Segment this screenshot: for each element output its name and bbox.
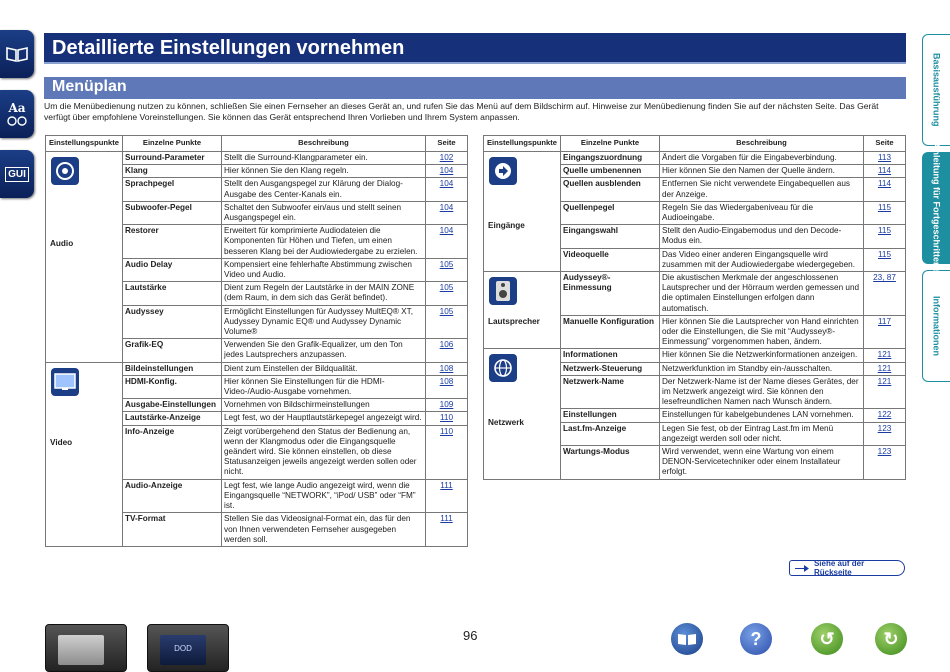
intro-text: Um die Menübedienung nutzen zu können, schließen Sie einen Fernseher an dieses Gerät an, und rufen Sie das Menü auf dem Bildschirm auf. Hinweise zur Menübedienung finden Sie auf der nächsten Seite. Das Gerät verfügt über empfohlene Voreinstellungen. Sie können das Gerät entsprechend Ihren Vorlieben und Ihrem System anpassen. <box>44 101 879 122</box>
page-link[interactable]: 108 <box>426 362 468 375</box>
header-item: Einzelne Punkte <box>123 136 222 152</box>
description-cell: Dient zum Einstellen der Bildqualität. <box>222 362 426 375</box>
description-cell: Regeln Sie das Wiedergabeniveau für die Audioeingabe. <box>660 201 864 224</box>
header-category: Einstellungspunkte <box>484 136 561 152</box>
header-page: Seite <box>426 136 468 152</box>
description-cell: Erweitert für komprimierte Audiodateien die Komponenten für Höhen und Tiefen, um einen besseren Klang bei der Audiowiedergabe zu erzielen. <box>222 225 426 259</box>
page-link[interactable]: 123 <box>864 422 906 445</box>
header-description: Beschreibung <box>660 136 864 152</box>
item-name-cell: Audio Delay <box>123 258 222 281</box>
item-name-cell: Sprachpegel <box>123 178 222 201</box>
gui-nav-button[interactable] <box>0 150 34 198</box>
right-section-tabs <box>922 34 950 388</box>
description-cell: Wird verwendet, wenn eine Wartung von einem DENON-Servicetechniker oder einem Installateur erfolgt. <box>660 446 864 480</box>
category-label: Eingänge <box>488 221 525 230</box>
gui-label: GUI <box>5 167 29 182</box>
description-cell: Die akustischen Merkmale der angeschlossenen Lautsprecher und der Hörraum werden gemessen und die optimalen Einstellungen erfolgen dann automatisch. <box>660 272 864 316</box>
page-link[interactable]: 115 <box>864 225 906 248</box>
page-link[interactable]: 108 <box>426 375 468 398</box>
category-label: Video <box>50 437 73 447</box>
description-cell: Vornehmen von Bildschirmeinstellungen <box>222 399 426 412</box>
item-name-cell: Netzwerk-Name <box>561 375 660 409</box>
table-row <box>484 152 906 165</box>
open-book-icon <box>5 45 29 63</box>
category-label: Lautsprecher <box>488 317 540 327</box>
description-cell: Stellt die Surround-Klangparameter ein. <box>222 152 426 165</box>
page-link[interactable]: 111 <box>426 513 468 547</box>
backside-link[interactable]: Siehe auf der Rückseite <box>789 560 905 576</box>
item-name-cell: Netzwerk-Steuerung <box>561 362 660 375</box>
page-link[interactable]: 105 <box>426 258 468 281</box>
item-name-cell: TV-Format <box>123 513 222 547</box>
page-link[interactable]: 104 <box>426 165 468 178</box>
description-cell: Der Netzwerk-Name ist der Name dieses Gerätes, der im Netzwerk angezeigt wird. Sie können den lesefreundlichen Namen nach Wunsch ändern. <box>660 375 864 409</box>
tab-informationen[interactable]: Informationen <box>922 270 950 382</box>
page-link[interactable]: 105 <box>426 305 468 339</box>
tab-fortgeschrittene[interactable]: Anleitung für Fortgeschrittene <box>922 152 950 264</box>
description-cell: Ändert die Vorgaben für die Eingabeverbindung. <box>660 152 864 165</box>
description-cell: Schaltet den Subwoofer ein/aus und stellt seinen Ausgangspegel ein. <box>222 201 426 224</box>
description-cell: Hier können Sie die Netzwerkinformationen anzeigen. <box>660 349 864 362</box>
item-name-cell: Audio-Anzeige <box>123 479 222 513</box>
item-name-cell: Quellenpegel <box>561 201 660 224</box>
description-cell: Zeigt vorübergehend den Status der Bedienung an, wenn der Klangmodus oder die Eingangsquelle geändert wird. Sie können einstellen, ob diese Statusanzeigen jeweils angezeigt werden sollen oder nicht. <box>222 425 426 479</box>
loudspeaker-icon <box>489 277 517 305</box>
receiver-front-view[interactable] <box>45 624 127 672</box>
item-name-cell: Info-Anzeige <box>123 425 222 479</box>
item-name-cell: Wartungs-Modus <box>561 446 660 480</box>
category-label: Audio <box>50 239 74 248</box>
description-cell: Hier können Sie die Lautsprecher von Hand einrichten oder die Einstellungen, die Sie mit “Audyssey®-Einmessung” vorgenommen haben, ändern. <box>660 315 864 349</box>
description-cell: Stellen Sie das Videosignal-Format ein, das für den von Ihnen verwendeten Fernseher ausgegeben werden soll. <box>222 513 426 547</box>
item-name-cell: Videoquelle <box>561 248 660 271</box>
help-button[interactable] <box>740 623 772 655</box>
header-page: Seite <box>864 136 906 152</box>
globe-icon <box>489 354 517 382</box>
category-label: Netzwerk <box>488 418 524 428</box>
item-name-cell: Last.fm-Anzeige <box>561 422 660 445</box>
description-cell: Stellt den Ausgangspegel zur Klärung der Dialog-Ausgabe des Center-Kanals ein. <box>222 178 426 201</box>
item-name-cell: Lautstärke-Anzeige <box>123 412 222 425</box>
page-link[interactable]: 114 <box>864 178 906 201</box>
category-cell <box>484 272 561 349</box>
tab-basisausfuehrung[interactable]: Basisausführung <box>922 34 950 146</box>
page-link[interactable]: 109 <box>426 399 468 412</box>
description-cell: Verwenden Sie den Grafik-Equalizer, um den Ton jedes Lautsprechers anzupassen. <box>222 339 426 362</box>
page-link[interactable]: 102 <box>426 152 468 165</box>
item-name-cell: Eingangswahl <box>561 225 660 248</box>
table-row <box>46 152 468 165</box>
page-link[interactable]: 115 <box>864 201 906 224</box>
device-display-label: DOD <box>174 644 192 653</box>
item-name-cell: Audyssey®-Einmessung <box>561 272 660 316</box>
description-cell: Netzwerkfunktion im Standby ein-/ausschalten. <box>660 362 864 375</box>
page-link[interactable]: 121 <box>864 349 906 362</box>
table-row <box>484 349 906 362</box>
page-link[interactable]: 104 <box>426 201 468 224</box>
item-name-cell: Audyssey <box>123 305 222 339</box>
category-cell <box>46 152 123 363</box>
page-number: 96 <box>463 628 478 643</box>
pointing-hand-icon <box>794 564 810 573</box>
item-name-cell: Klang <box>123 165 222 178</box>
page-link[interactable]: 110 <box>426 425 468 479</box>
category-cell <box>46 362 123 546</box>
table-row <box>46 362 468 375</box>
item-name-cell: Manuelle Konfiguration <box>561 315 660 349</box>
page-link[interactable]: 113 <box>864 152 906 165</box>
book-icon <box>677 632 697 646</box>
item-name-cell: Eingangszuordnung <box>561 152 660 165</box>
aa-label: Aa <box>8 101 26 115</box>
item-name-cell: Einstellungen <box>561 409 660 422</box>
page-link[interactable]: 121 <box>864 375 906 409</box>
menu-table-left <box>45 135 468 547</box>
page-title: Detaillierte Einstellungen vornehmen <box>44 33 906 64</box>
header-item: Einzelne Punkte <box>561 136 660 152</box>
page-link[interactable]: 105 <box>426 282 468 305</box>
item-name-cell: Surround-Parameter <box>123 152 222 165</box>
item-name-cell: Bildeinstellungen <box>123 362 222 375</box>
item-name-cell: Subwoofer-Pegel <box>123 201 222 224</box>
description-cell: Das Video einer anderen Eingangsquelle wird zusammen mit der Audiowiedergabe wiedergegeben. <box>660 248 864 271</box>
page-link[interactable]: 123 <box>864 446 906 480</box>
section-title: Menüplan <box>44 77 906 99</box>
table-row <box>484 272 906 316</box>
page-link[interactable]: 23, 87 <box>864 272 906 316</box>
back-button[interactable] <box>811 623 843 655</box>
input-arrow-icon <box>489 157 517 185</box>
remote-display-view[interactable] <box>147 624 229 672</box>
description-cell: Dient zum Regeln der Lautstärke in der MAIN ZONE (dem Raum, in dem sich das Gerät befindet). <box>222 282 426 305</box>
forward-arrow-icon: ↻ <box>883 628 899 649</box>
forward-button[interactable] <box>875 623 907 655</box>
item-name-cell: Lautstärke <box>123 282 222 305</box>
page-link[interactable]: 104 <box>426 178 468 201</box>
item-name-cell: Grafik-EQ <box>123 339 222 362</box>
header-description: Beschreibung <box>222 136 426 152</box>
description-cell: Hier können Sie Einstellungen für die HDMI-Video-/Audio-Ausgabe vornehmen. <box>222 375 426 398</box>
page-link[interactable]: 121 <box>864 362 906 375</box>
left-nav-rail <box>0 30 38 210</box>
return-arrow-icon: ↺ <box>819 628 835 649</box>
description-cell: Legt fest, wie lange Audio angezeigt wird, wenn die Eingangsquelle “NETWORK”, “iPod/ USB” oder “FM” ist. <box>222 479 426 513</box>
item-name-cell: Informationen <box>561 349 660 362</box>
audio-speaker-icon <box>51 157 79 185</box>
item-name-cell: Quellen ausblenden <box>561 178 660 201</box>
description-cell: Entfernen Sie nicht verwendete Eingabequellen aus der Anzeige. <box>660 178 864 201</box>
description-cell: Einstellungen für kabelgebundenes LAN vornehmen. <box>660 409 864 422</box>
page-link[interactable]: 117 <box>864 315 906 349</box>
page-link[interactable]: 115 <box>864 248 906 271</box>
header-category: Einstellungspunkte <box>46 136 123 152</box>
page-link[interactable]: 114 <box>864 165 906 178</box>
book-nav-button[interactable] <box>0 30 34 78</box>
description-cell: Legen Sie fest, ob der Eintrag Last.fm im Menü angezeigt werden soll oder nicht. <box>660 422 864 445</box>
description-cell: Hier können Sie den Namen der Quelle ändern. <box>660 165 864 178</box>
tv-icon <box>51 368 79 396</box>
item-name-cell: HDMI-Konfig. <box>123 375 222 398</box>
item-name-cell: Restorer <box>123 225 222 259</box>
page-link[interactable]: 110 <box>426 412 468 425</box>
menu-table-right <box>483 135 906 480</box>
category-cell <box>484 349 561 479</box>
page-link[interactable]: 106 <box>426 339 468 362</box>
description-cell: Hier können Sie den Klang regeln. <box>222 165 426 178</box>
item-name-cell: Ausgabe-Einstellungen <box>123 399 222 412</box>
description-cell: Ermöglicht Einstellungen für Audyssey MultEQ® XT, Audyssey Dynamic EQ® und Audyssey Dynamic Volume® <box>222 305 426 339</box>
description-cell: Kompensiert eine fehlerhafte Abstimmung zwischen Video und Audio. <box>222 258 426 281</box>
description-cell: Stellt den Audio-Eingabemodus und den Decode-Modus ein. <box>660 225 864 248</box>
question-icon: ? <box>750 628 762 649</box>
symbols-icon <box>6 115 28 127</box>
page-link[interactable]: 111 <box>426 479 468 513</box>
page-link[interactable]: 122 <box>864 409 906 422</box>
item-name-cell: Quelle umbenennen <box>561 165 660 178</box>
manual-button[interactable] <box>671 623 703 655</box>
category-cell <box>484 152 561 272</box>
description-cell: Legt fest, wo der Hauptlautstärkepegel angezeigt wird. <box>222 412 426 425</box>
page-link[interactable]: 104 <box>426 225 468 259</box>
font-symbols-nav-button[interactable] <box>0 90 34 138</box>
